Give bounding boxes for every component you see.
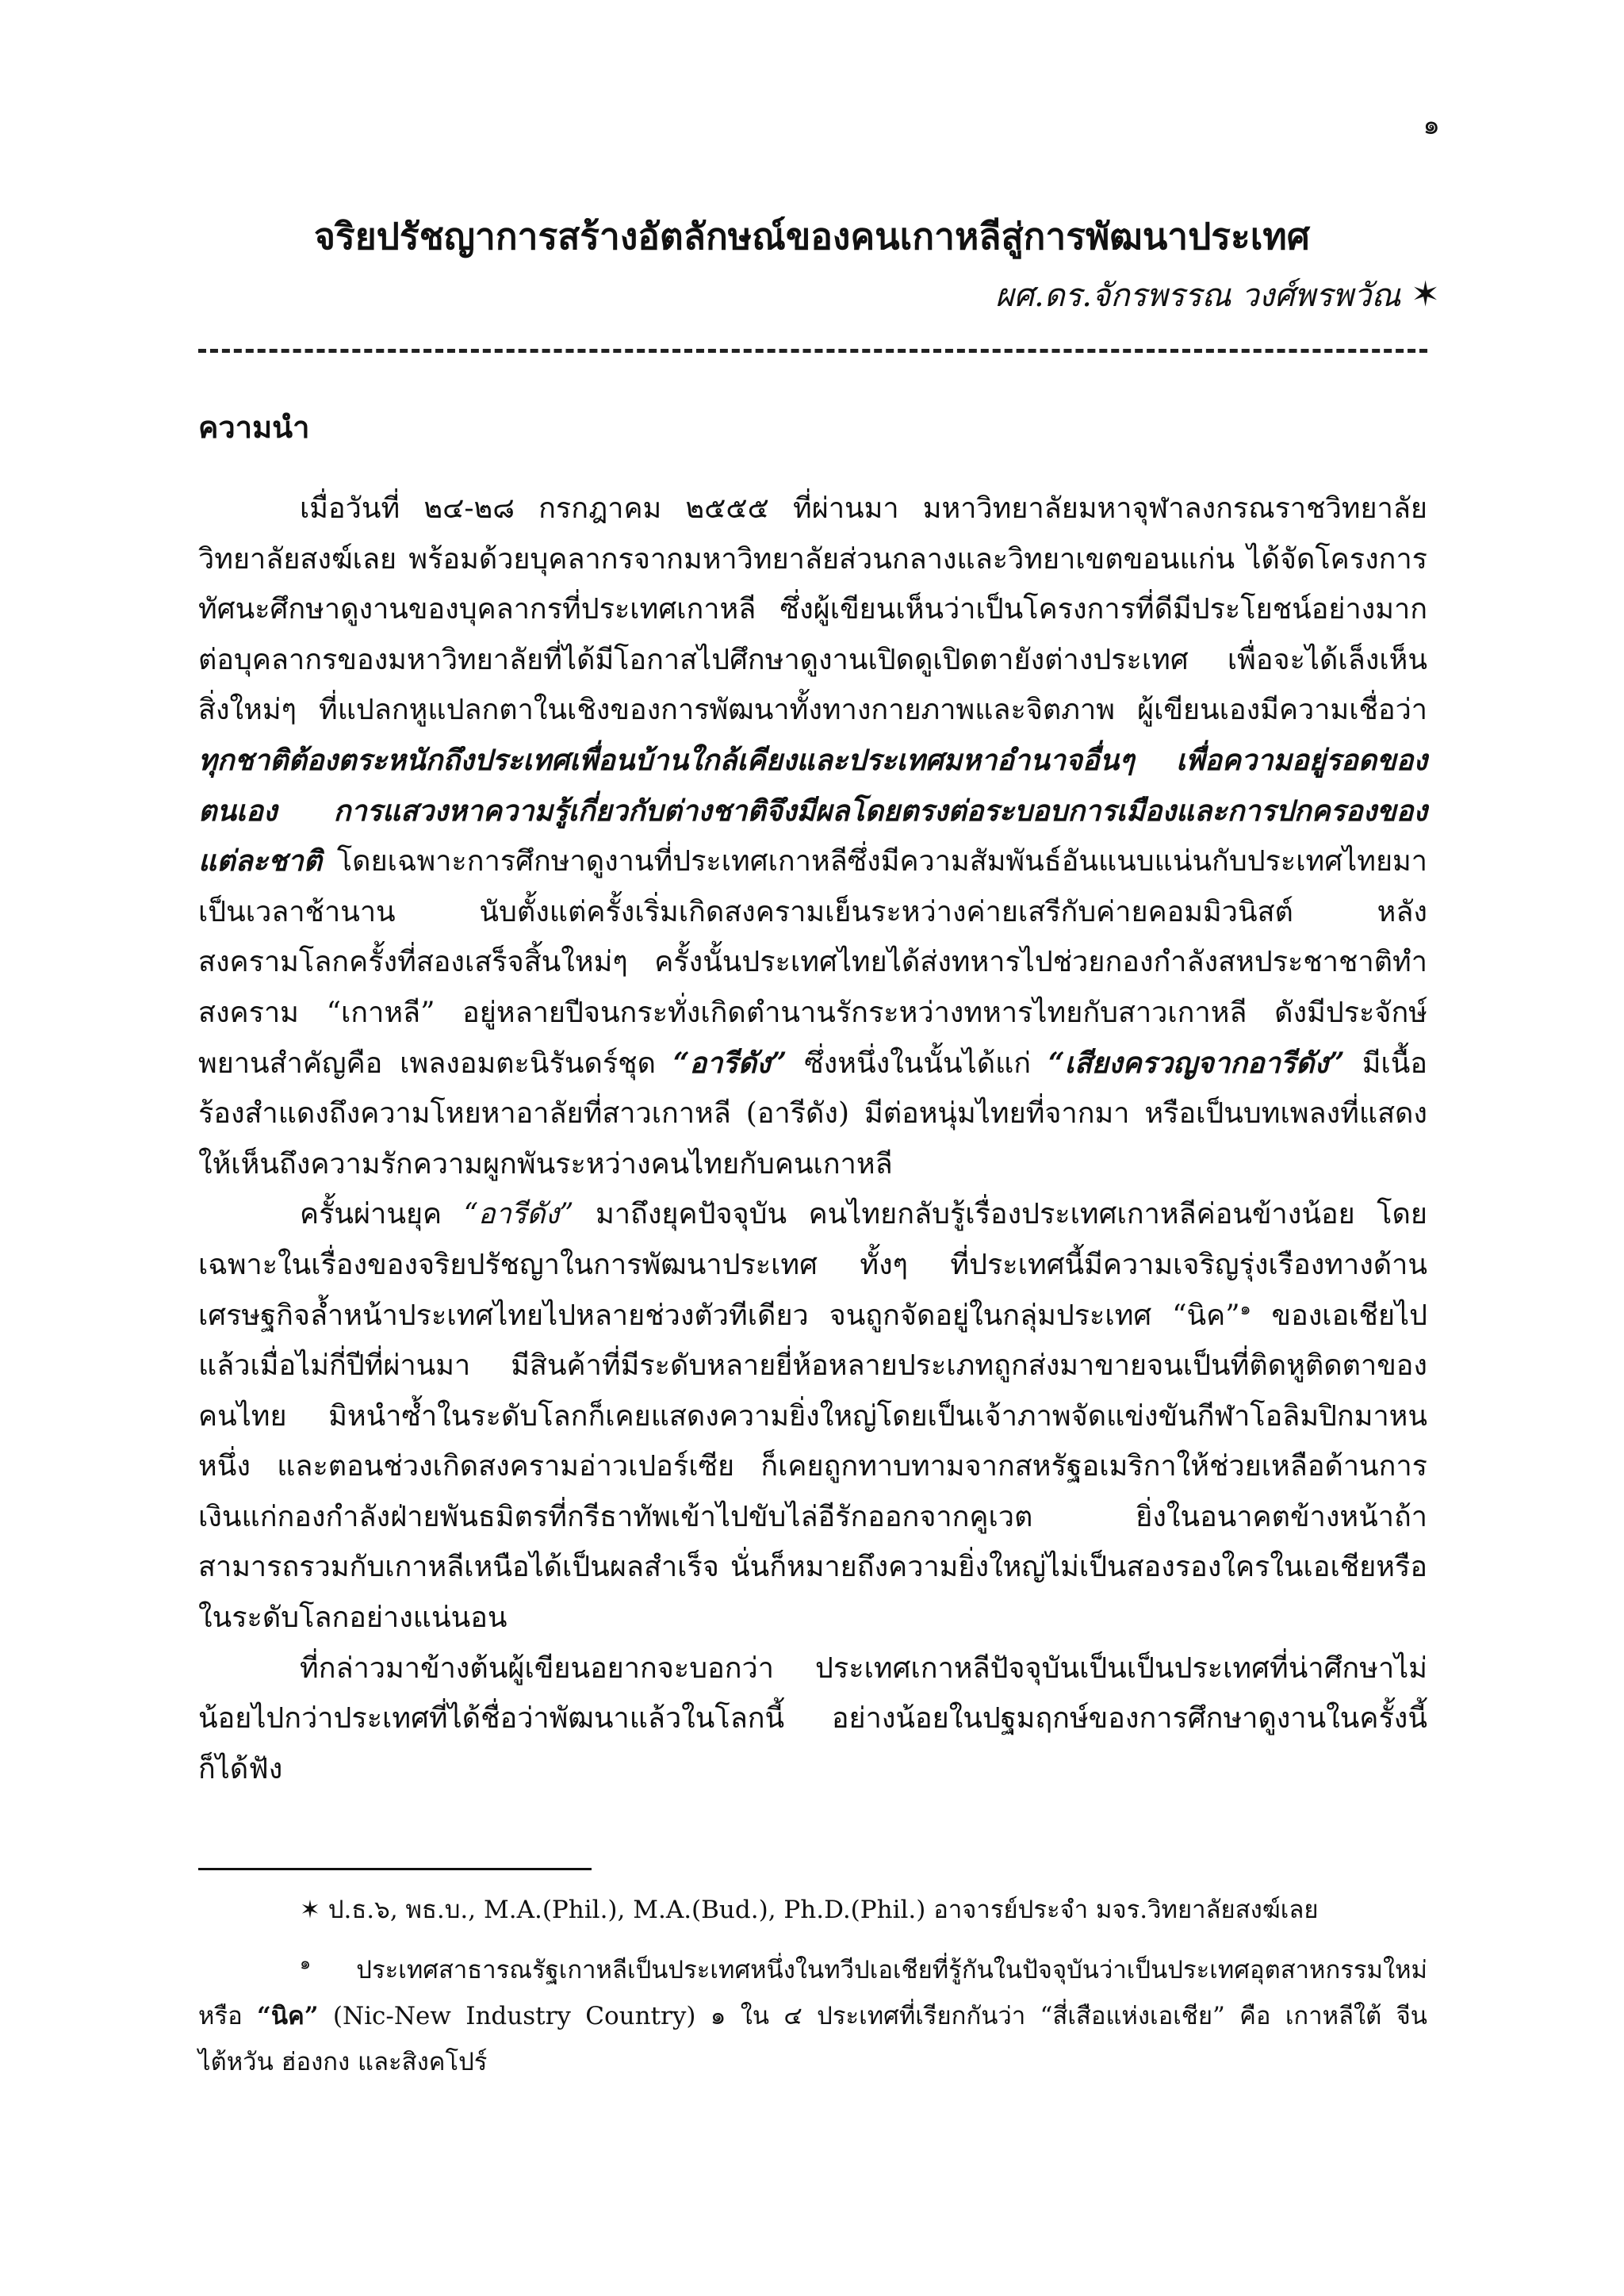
footnote-1: $^๑$ ประเทศสาธารณรัฐเกาหลีเป็นประเทศหนึ่งในทวีปเอเชียที่รู้กันในปัจจุบันว่าเป็นประเทศอุตสาหกรรมใหม่ หรือ “นิค” (Nic-New Industry Country) ๑ ใน ๔ ประเทศที่เรียกกันว่า “สี่เสือแห่งเอเชีย” คือ เกาหลีใต้ จีน ไต้หวัน ฮ่องกง และสิงคโปร์ — [198, 1954, 1427, 2076]
footnote-1-mark: ๑ — [300, 1954, 311, 1974]
song-series-title: “อารีดัง” — [672, 1046, 787, 1080]
emphasis-italic: “อารีดัง” — [463, 1198, 574, 1231]
paragraph-3: ที่กล่าวมาข้างต้นผู้เขียนอยากจะบอกว่า ประเทศเกาหลีปัจจุบันเป็นเป็นประเทศที่น่าศึกษาไม่น้อยไปกว่าประเทศที่ได้ชื่อว่าพัฒนาแล้วในโลกนี้ อย่างน้อยในปฐมฤกษ์ของการศึกษาดูงานในครั้งนี้ก็ได้ฟัง — [198, 1651, 1427, 1785]
author-line — [995, 270, 1440, 320]
footnote-author: ✶ ป.ธ.๖, พธ.บ., M.A.(Phil.), M.A.(Bud.), Ph.D.(Phil.) อาจารย์ประจำ มจร.วิทยาลัยสงฆ์เลย — [300, 1896, 1319, 1924]
footnotes — [198, 1887, 1427, 2099]
emphasis-bold-italic: ทุกชาติต้องตระหนักถึงประเทศเพื่อนบ้านใกล้เคียงและประเทศมหาอำนาจอื่นๆ เพื่อความอยู่รอดของตนเอง การแสวงหาความรู้เกี่ยวกับต่างชาติจึงมีผลโดยตรงต่อระบอบการเมืองและการปกครองของแต่ละชาติ — [198, 743, 1427, 878]
paragraph-2: ครั้นผ่านยุค “อารีดัง” มาถึงยุคปัจจุบัน คนไทยกลับรู้เรื่องประเทศเกาหลีค่อนข้างน้อย โดยเฉพาะในเรื่องของจริยปรัชญาในการพัฒนาประเทศ ทั้งๆ ที่ประเทศนี้มีความเจริญรุ่งเรืองทางด้านเศรษฐกิจล้ำหน้าประเทศไทยไปหลายช่วงตัวทีเดียว จนถูกจัดอยู่ในกลุ่มประเทศ “นิค”$^๑$ ของเอเชียไปแล้วเมื่อไม่กี่ปีที่ผ่านมา มีสินค้าที่มีระดับหลายยี่ห้อหลายประเภทถูกส่งมาขายจนเป็นที่ติดหูติดตาของคนไทย มิหนำซ้ำในระดับโลกก็เคยแสดงความยิ่งใหญ่โดยเป็นเจ้าภาพจัดแข่งขันกีฬาโอลิมปิกมาหนหนึ่ง และตอนช่วงเกิดสงครามอ่าวเปอร์เซีย ก็เคยถูกทาบทามจากสหรัฐอเมริกาให้ช่วยเหลือด้านการเงินแก่กองกำลังฝ่ายพันธมิตรที่กรีธาทัพเข้าไปขับไล่อีรักออกจากคูเวต ยิ่งในอนาคตข้างหน้าถ้าสามารถรวมกับเกาหลีเหนือได้เป็นผลสำเร็จ นั่นก็หมายถึงความยิ่งใหญ่ไม่เป็นสองรองใครในเอเชียหรือในระดับโลกอย่างแน่นอน — [198, 1198, 1427, 1635]
footnote-ref-1[interactable]: ๑ — [1239, 1299, 1251, 1319]
dashed-divider — [198, 349, 1427, 353]
document-title: จริยปรัชญาการสร้างอัตลักษณ์ของคนเกาหลีสู่การพัฒนาประเทศ — [314, 215, 1310, 258]
footnote-separator — [198, 1868, 592, 1870]
author-name: ผศ.ดร.จักรพรรณ วงศ์พรพวัณ — [995, 277, 1401, 314]
section-heading: ความนำ — [198, 409, 310, 445]
author-footnote-star-icon: ✶ — [1411, 274, 1440, 315]
footnote-1-term: “นิค” — [257, 2002, 319, 2030]
song-title: “เสียงครวญจากอารีดัง” — [1048, 1046, 1345, 1080]
page-number: ๑ — [1423, 109, 1440, 141]
star-icon: ✶ — [300, 1896, 320, 1924]
paragraph-1: เมื่อวันที่ ๒๔-๒๘ กรกฎาคม ๒๕๕๕ ที่ผ่านมา มหาวิทยาลัยมหาจุฬาลงกรณราชวิทยาลัย วิทยาลัยสงฆ์เลย พร้อมด้วยบุคลากรจากมหาวิทยาลัยส่วนกลางและวิทยาเขตขอนแก่น ได้จัดโครงการทัศนะศึกษาดูงานของบุคลากรที่ประเทศเกาหลี ซึ่งผู้เขียนเห็นว่าเป็นโครงการที่ดีมีประโยชน์อย่างมากต่อบุคลากรของมหาวิทยาลัยที่ได้มีโอกาสไปศึกษาดูงานเปิดดูเปิดตายังต่างประเทศ เพื่อจะได้เล็งเห็นสิ่งใหม่ๆ ที่แปลกหูแปลกตาในเชิงของการพัฒนาทั้งทางกายภาพและจิตภาพ ผู้เขียนเองมีความเชื่อว่าทุกชาติต้องตระหนักถึงประเทศเพื่อนบ้านใกล้เคียงและประเทศมหาอำนาจอื่นๆ เพื่อความอยู่รอดของตนเอง การแสวงหาความรู้เกี่ยวกับต่างชาติจึงมีผลโดยตรงต่อระบอบการเมืองและการปกครองของแต่ละชาติ โดยเฉพาะการศึกษาดูงานที่ประเทศเกาหลีซึ่งมีความสัมพันธ์อันแนบแน่นกับประเทศไทยมาเป็นเวลาช้านาน นับตั้งแต่ครั้งเริ่มเกิดสงครามเย็นระหว่างค่ายเสรีกับค่ายคอมมิวนิสต์ หลังสงครามโลกครั้งที่สองเสร็จสิ้นใหม่ๆ ครั้งนั้นประเทศไทยได้ส่งทหารไปช่วยกองกำลังสหประชาชาติทำสงคราม “เกาหลี” อยู่หลายปีจนกระทั่งเกิดตำนานรักระหว่างทหารไทยกับสาวเกาหลี ดังมีประจักษ์พยานสำคัญคือ เพลงอมตะนิรันดร์ชุด “อารีดัง” ซึ่งหนึ่งในนั้นได้แก่ “เสียงครวญจากอารีดัง” มีเนื้อร้องสำแดงถึงความโหยหาอาลัยที่สาวเกาหลี (อารีดัง) มีต่อหนุ่มไทยที่จากมา หรือเป็นบทเพลงที่แสดงให้เห็นถึงความรักความผูกพันระหว่างคนไทยกับคนเกาหลี — [198, 492, 1427, 1181]
body-text — [198, 484, 1427, 1794]
